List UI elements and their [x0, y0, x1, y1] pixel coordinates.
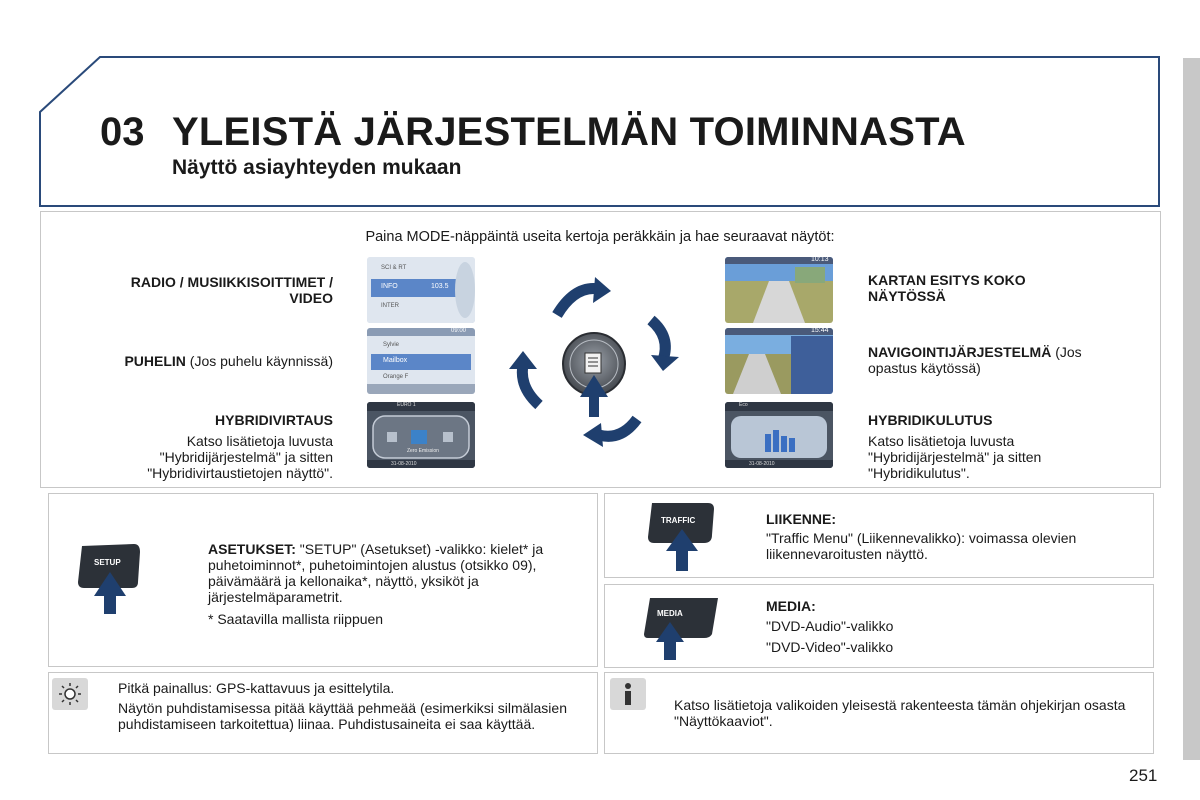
mode-label-map-full: KARTAN ESITYS KOKO NÄYTÖSSÄ: [868, 272, 1026, 304]
screen-hybrid-flow-line2: Zero Emission: [407, 448, 439, 454]
mode-label-phone: PUHELIN (Jos puhelu käynnissä): [124, 353, 333, 369]
setup-text: ASETUKSET: "SETUP" (Asetukset) -valikko: kielet* ja puhetoiminnot*, puhetoimintojen alustus (otsikko 09), päivämäärä ja kellonaika*, näyttö, yksiköt ja järjestelmäparametrit.: [208, 541, 544, 605]
info-icon-bg: [610, 678, 646, 710]
screen-radio-line4: INTER: [381, 303, 399, 309]
screen-phone-time: 09:00: [451, 328, 467, 334]
media-button-label: MEDIA: [657, 609, 683, 618]
media-button-icon: [642, 596, 722, 662]
setup-button-icon: [74, 542, 144, 614]
mode-label-hybrid-cons: HYBRIDIKULUTUS Katso lisätietoja luvusta "Hybridijärjestelmä" ja sitten "Hybridikulutus".: [868, 412, 1042, 481]
screen-nav-time: 15:44: [811, 328, 829, 334]
screen-phone-line3: Orange F: [383, 374, 409, 380]
screen-hybrid-flow-line1: EURO 1: [397, 402, 416, 408]
brightness-icon: [52, 678, 88, 710]
screen-hybrid-cons-date: 31-08-2010: [749, 461, 775, 467]
screen-map-full: [725, 257, 833, 323]
tip-line1: Pitkä painallus: GPS-kattavuus ja esittelytila.: [118, 680, 395, 696]
setup-button-label: SETUP: [94, 558, 121, 567]
traffic-text: "Traffic Menu" (Liikennevalikko): voimassa olevien liikennevaroitusten näyttö.: [766, 530, 1077, 562]
traffic-title: LIIKENNE:: [766, 511, 836, 527]
intro-text: Paina MODE-näppäintä useita kertoja peräkkäin ja hae seuraavat näytöt:: [365, 229, 835, 245]
screen-radio-line1: SCI & RT: [381, 265, 407, 271]
screen-phone-line1: Sylvie: [383, 342, 400, 348]
media-title: MEDIA:: [766, 598, 816, 614]
screen-phone-line2: Mailbox: [383, 357, 408, 364]
mode-label-radio: RADIO / MUSIIKKISOITTIMET / VIDEO: [130, 274, 333, 306]
media-line2: "DVD-Video"-valikko: [766, 639, 894, 655]
setup-note: * Saatavilla mallista riippuen: [208, 611, 384, 627]
chapter-number: 03: [100, 110, 145, 154]
cycle-arrow-top-icon: [557, 289, 599, 315]
screen-hybrid-flow: [367, 402, 475, 468]
screen-radio-line2: INFO: [381, 283, 398, 290]
screen-radio: [367, 257, 475, 323]
info-icon: [610, 678, 646, 710]
side-tab: [1183, 58, 1200, 760]
page-number: 251: [1129, 766, 1158, 785]
cycle-arrow-left-icon: [522, 365, 539, 405]
screen-phone: [367, 328, 475, 394]
info-text: Katso lisätietoja valikoiden yleisestä rakenteesta tämän ohjekirjan osasta "Näyttökaaviot".: [674, 697, 1126, 729]
traffic-button-icon: [646, 501, 718, 573]
screen-hybrid-cons: [725, 402, 833, 468]
screen-hybrid-flow-date: 31-08-2010: [391, 461, 417, 467]
cycle-arrow-right-icon: [651, 320, 665, 360]
screen-nav: [725, 328, 833, 394]
mode-label-hybrid-flow: HYBRIDIVIRTAUS Katso lisätietoja luvusta "Hybridijärjestelmä" ja sitten "Hybridivirtaustietojen näyttö".: [147, 412, 333, 481]
cycle-arrow-bottom-icon: [599, 419, 637, 436]
mode-label-nav: NAVIGOINTIJÄRJESTELMÄ (Jos opastus käytössä): [868, 344, 1082, 376]
traffic-button-label: TRAFFIC: [661, 516, 696, 525]
screen-radio-line3: 103.5: [431, 283, 449, 290]
screen-map-full-time: 10:13: [811, 257, 829, 263]
mode-button-icon: [585, 353, 601, 373]
page-title: YLEISTÄ JÄRJESTELMÄN TOIMINNASTA: [172, 110, 966, 154]
media-line1: "DVD-Audio"-valikko: [766, 618, 894, 634]
screen-hybrid-cons-line1: Eco: [739, 402, 748, 408]
page-subtitle: Näyttö asiayhteyden mukaan: [172, 156, 462, 179]
tip-icon-bg: [52, 678, 88, 710]
tip-line2: Näytön puhdistamisessa pitää käyttää pehmeää (esimerkiksi silmälasien puhdistamiseen tarkoitettua) liinaa. Puhdistusaineita ei saa käyttää.: [118, 700, 567, 732]
mode-cycle-diagram: [495, 265, 695, 465]
